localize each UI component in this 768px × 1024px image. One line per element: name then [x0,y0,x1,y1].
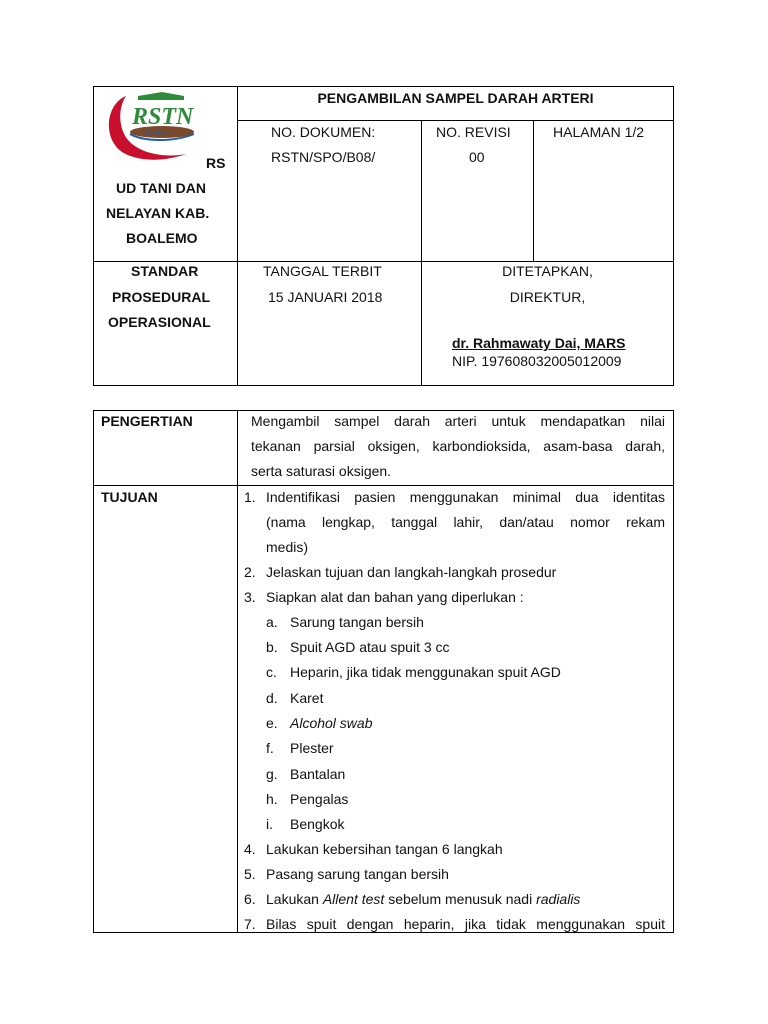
header-border-top [93,86,674,87]
director-nip: NIP. 197608032005012009 [452,353,622,369]
step-6-part-3: sebelum menusuk nadi [384,891,537,907]
step-6-number: 6. [244,891,256,907]
sub-item-letter: d. [266,690,278,706]
pengertian-line-3: serta saturasi oksigen. [251,463,392,479]
sub-item-letter: a. [266,614,278,630]
step-4-text: Lakukan kebersihan tangan 6 langkah [266,841,503,857]
step-6-part-2: Allent test [322,891,385,907]
sub-item-text: Spuit AGD atau spuit 3 cc [290,639,450,655]
hospital-name-line-1: RS [206,155,226,171]
spo-label-line-2: PROSEDURAL [112,289,211,305]
step-2-text: Jelaskan tujuan dan langkah-langkah prosedur [266,564,557,580]
header-col-divider-3 [533,120,534,262]
sub-item-text: Bantalan [290,766,346,782]
spo-label-line-3: OPERASIONAL [108,314,211,330]
sub-item-text: Pengalas [290,791,349,807]
sub-item-text: Alcohol swab [290,715,373,731]
doc-number-value: RSTN/SPO/B08/ [271,149,376,165]
header-border-left [93,86,94,386]
pengertian-line-2: tekanan parsial oksigen, karbondioksida, asam-basa darah, [251,438,665,454]
sub-item-letter: h. [266,791,278,807]
hospital-name-line-3: NELAYAN KAB. [106,205,210,221]
doc-number-label: NO. DOKUMEN: [271,124,376,140]
step-1-line-2: (nama lengkap, tanggal lahir, dan/atau nomor rekam [266,514,665,530]
step-3-text: Siapkan alat dan bahan yang diperlukan : [266,589,524,605]
revision-label: NO. REVISI [436,124,511,140]
document-title: PENGAMBILAN SAMPEL DARAH ARTERI [317,90,594,106]
step-2-number: 2. [244,564,256,580]
sub-item-letter: i. [266,816,273,832]
header-border-right [673,86,674,386]
header-title-divider [237,120,674,121]
step-7-text: Bilas spuit dengan heparin, jika tidak menggunakan spuit [266,916,665,932]
hospital-name-line-2: UD TANI DAN [116,180,206,196]
header-border-bottom [93,385,674,386]
body-border-left [93,410,94,933]
sub-item-text: Heparin, jika tidak menggunakan spuit AGD [290,664,561,680]
sub-item-letter: g. [266,766,278,782]
step-6-part-1: Lakukan [266,891,323,907]
step-5-number: 5. [244,866,256,882]
director-name: dr. Rahmawaty Dai, MARS [452,335,626,351]
spo-label-line-1: STANDAR [131,263,199,279]
pengertian-label: PENGERTIAN [101,413,193,429]
approved-label: DITETAPKAN, [502,263,593,279]
header-col-divider-2 [421,120,422,386]
sub-item-text: Sarung tangan bersih [290,614,424,630]
step-7-number: 7. [244,916,256,932]
approved-role: DIREKTUR, [509,289,586,305]
step-5-text: Pasang sarung tangan bersih [266,866,449,882]
revision-value: 00 [469,149,485,165]
body-col-divider [237,410,238,933]
sub-item-text: Plester [290,740,334,756]
issue-date-label: TANGGAL TERBIT [263,263,382,279]
pengertian-line-1: Mengambil sampel darah arteri untuk mendapatkan nilai [251,413,665,429]
sub-item-letter: b. [266,639,278,655]
step-1-number: 1. [244,489,256,505]
body-border-top [93,410,674,411]
sub-item-text: Bengkok [290,816,345,832]
svg-text:RSTN: RSTN [132,104,194,130]
hospital-name-line-4: BOALEMO [126,230,198,246]
body-row-divider [93,485,674,486]
step-1-line-3: medis) [266,539,309,555]
step-3-number: 3. [244,589,256,605]
hospital-logo [104,90,199,165]
page-info: HALAMAN 1/2 [553,124,645,140]
sub-item-text: Karet [290,690,324,706]
sub-item-letter: c. [266,664,277,680]
step-6-text [266,890,580,908]
step-6-part-4: radialis [536,891,581,907]
tujuan-label: TUJUAN [101,489,158,505]
step-1-line-1: Indentifikasi pasien menggunakan minimal dua identitas [266,489,665,505]
step-4-number: 4. [244,841,256,857]
header-col-divider [237,86,238,386]
svg-text:Boalemo: Boalemo [144,129,173,138]
body-border-right [673,410,674,933]
sub-item-letter: e. [266,715,278,731]
sub-item-letter: f. [266,740,274,756]
issue-date-value: 15 JANUARI 2018 [268,289,383,305]
